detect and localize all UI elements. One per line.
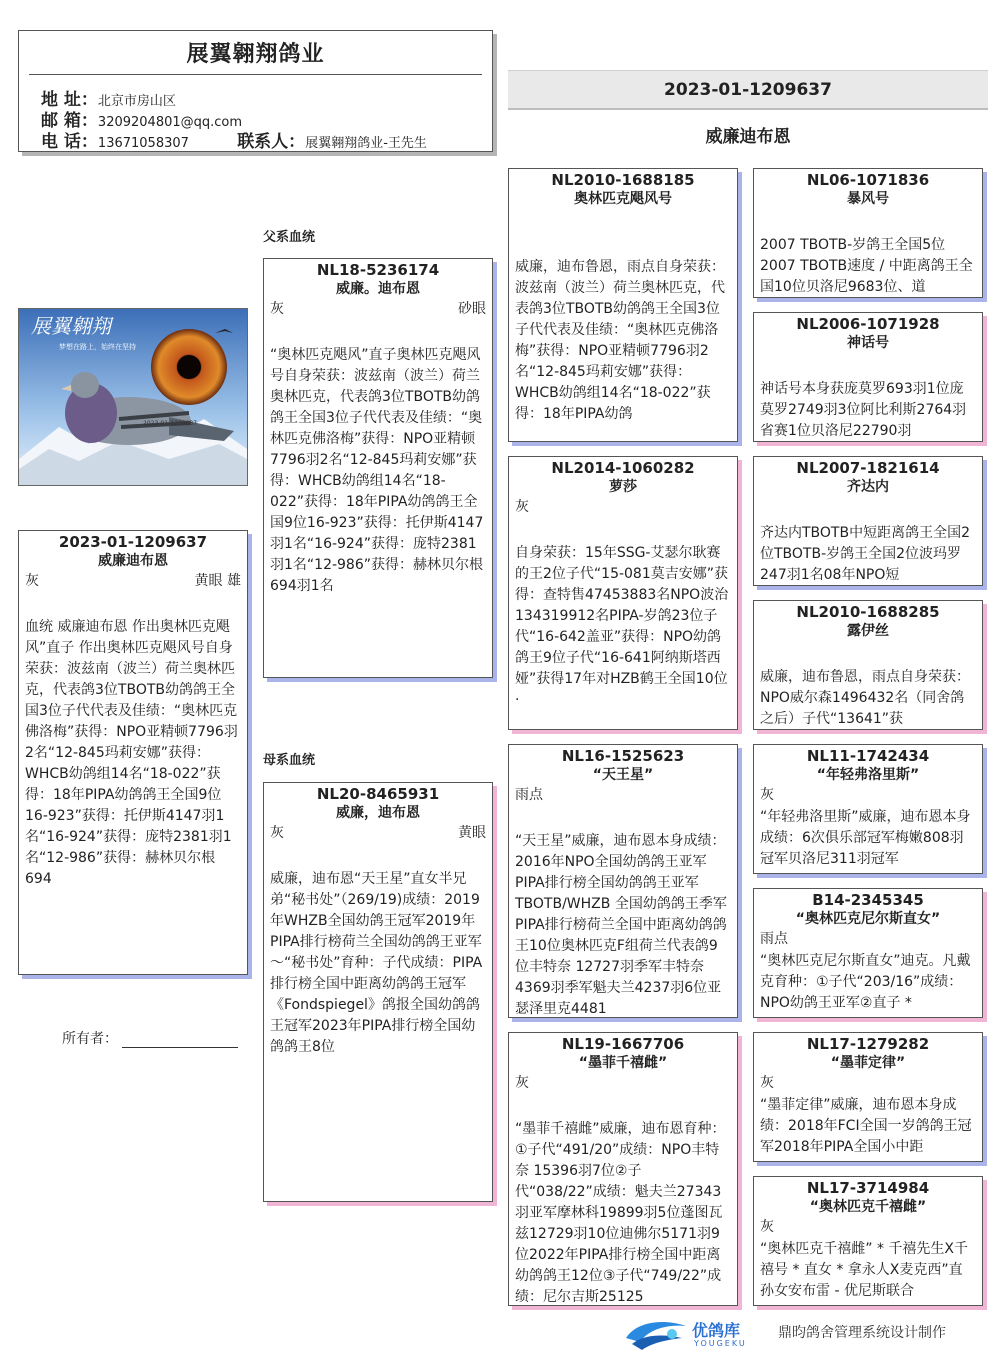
- footer-brand: 优鸽库: [692, 1321, 741, 1340]
- phone-row: [41, 127, 427, 152]
- dss-name: “年轻弗洛里斯”: [816, 767, 920, 783]
- sdd-name: 露伊丝: [847, 623, 889, 639]
- father-line-label: 父系血统: [263, 230, 316, 245]
- top-bird-name: 威廉迪布恩: [705, 127, 791, 147]
- photo-ring-caption: 2023-01-1209637: [143, 420, 197, 427]
- sire-dam-desc: 自身荣获：15年SSG-艾瑟尔耿赛的王2位子代“15-081莫吉安娜”获得：查特售47453883名NPO波治134319912名PIPA-岁鸽23位子代“16-642盖亚”获得：NPO幼鸽鸽王9位子代“16-641阿纳斯塔西娅”获得17年对HZB鹤王全国10位·: [515, 545, 729, 708]
- dam-sire-desc: “天王星”威廉，迪布恩本身成绩：2016年NPO全国幼鸽鸽王亚军PIPA排行榜全国幼鸽鸽王亚军TBOTB/WHZB 全国幼鸽鸽王季军PIPA排行榜荷兰全国中距离幼鸽鸽王10位奥林匹克F组荷兰代表鸽9位丰特奈 12727羽季军丰特奈4369羽季军魁夫兰4237羽6位亚瑟泽里克4481: [515, 833, 727, 1017]
- pigeon-image: [19, 309, 247, 485]
- ddd-meta: [754, 1217, 982, 1239]
- dsd-meta: [754, 929, 982, 951]
- main-bird-ring: 2023-01-1209637: [58, 533, 208, 551]
- dam-sire-name: “天王星”: [592, 767, 654, 783]
- ssd-ring: NL2006-1071928: [796, 315, 940, 333]
- ddd-card[interactable]: [753, 1176, 983, 1306]
- email-label: 邮 箱：: [41, 111, 98, 131]
- loft-header: [18, 30, 493, 152]
- email-value[interactable]: 3209204801@qq.com: [97, 115, 243, 130]
- dsd-color: 雨点: [760, 931, 788, 947]
- contact-value: 展翼翱翔鸽业-王先生: [305, 136, 427, 151]
- sdd-card[interactable]: [753, 600, 983, 730]
- dam-card[interactable]: [263, 782, 493, 1202]
- dds-ring: NL17-1279282: [806, 1035, 930, 1053]
- main-bird-desc: 血统 威廉迪布恩 作出奥林匹克飓风”直子 作出奥林匹克飓风号自身荣获：波兹南（波兰）荷兰奥林匹克，代表鸽3位TBOTB幼鸽鸽王全国3位子代代表及佳绩：“奥林匹克佛洛梅”获得：NPO亚精顿7796羽2名“12-845玛莉安娜”获得：WHCB幼鸽组14名“18-022”获得：18年PIPA幼鸽鸽王全国9位16-923”获得：托伊斯4147羽1名“16-924”获得：庞特2381羽1名“12-986”获得：赫林贝尔根694: [25, 619, 238, 887]
- sire-dam-ring: NL2014-1060282: [551, 459, 695, 477]
- sdd-ring: NL2010-1688285: [796, 603, 940, 621]
- dds-name: “墨菲定律”: [830, 1055, 906, 1071]
- footer-credit: 鼎昀鸽舍管理系统设计制作: [778, 1325, 946, 1341]
- dss-card[interactable]: [753, 744, 983, 874]
- dam-dam-name: “墨菲千禧雌”: [578, 1055, 668, 1071]
- sds-desc: 齐达内TBOTB中短距离鸽王全国2位TBOTB-岁鸽王全国2位波玛罗247羽1名08年NPO短: [760, 525, 970, 583]
- sire-sire-desc: 威廉，迪布鲁恩，雨点自身荣获：波兹南（波兰）荷兰奥林匹克，代表鸽3位TBOTB幼鸽鸽王全国3位子代代表及佳绩：“奥林匹克佛洛梅”获得：NPO亚精顿7796羽2名“12-845玛莉安娜”获得：WHCB幼鸽组14名“18-022”获得：18年PIPA幼鸽: [515, 259, 725, 422]
- main-bird-name: 威廉迪布恩: [98, 553, 168, 569]
- dam-color: 灰: [270, 825, 284, 841]
- photo-logo-text: 展翼翱翔: [31, 314, 111, 338]
- ddd-desc: “奥林匹克千禧雌” * 千禧先生X千禧号 * 直女 * 拿永人X麦克西”直孙女安布雷 - 优尼斯联合: [760, 1241, 968, 1299]
- dam-sire-meta: [509, 785, 737, 807]
- dss-ring: NL11-1742434: [806, 747, 930, 765]
- dds-card[interactable]: [753, 1032, 983, 1162]
- ddd-color: 灰: [760, 1219, 774, 1235]
- sire-sire-card[interactable]: [508, 168, 738, 442]
- ddd-ring: NL17-3714984: [806, 1179, 930, 1197]
- sire-meta: [264, 299, 492, 321]
- photo-tagline: 梦想在路上，始终在坚持: [59, 343, 136, 351]
- main-bird-card[interactable]: [18, 530, 248, 975]
- dam-sire-color: 雨点: [515, 787, 543, 803]
- dam-dam-color: 灰: [515, 1075, 529, 1091]
- yougeku-logo-icon: [622, 1312, 692, 1352]
- address-label: 地 址：: [41, 90, 98, 110]
- sds-ring: NL2007-1821614: [796, 459, 940, 477]
- top-ring-band: 2023-01-1209637: [508, 70, 988, 110]
- main-bird-meta: [19, 571, 247, 593]
- dam-dam-desc: “墨菲千禧雌”威廉，迪布恩育种：①子代“491/20”成绩：NPO丰特奈 15396羽7位②子代“038/22”成绩：魁夫兰27343羽亚军摩林科19899羽5位蓬图瓦兹12729羽10位迪佛尔5171羽9位2022年PIPA排行榜全国中距离幼鸽鸽王12位③子代“749/22”成绩：尼尔吉斯25125: [515, 1121, 726, 1305]
- header-divider: [29, 74, 482, 75]
- main-bird-color: 灰: [25, 573, 39, 589]
- dsd-desc: “奥林匹克尼尔斯直女”迪克。凡戴克育种：①子代“203/16”成绩：NPO幼鸽王亚军②直子 *: [760, 953, 971, 1011]
- footer-brand-en: YOUGEKU: [694, 1339, 747, 1348]
- dam-sire-card[interactable]: [508, 744, 738, 1018]
- dds-desc: “墨菲定律”威廉，迪布恩本身成绩：2018年FCI全国一岁鸽鸽王冠军2018年PIPA全国小中距: [760, 1097, 972, 1155]
- sire-dam-meta: [509, 497, 737, 519]
- dss-color: 灰: [760, 787, 774, 803]
- dam-sire-ring: NL16-1525623: [561, 747, 685, 765]
- ssd-name: 神话号: [847, 335, 889, 351]
- sss-name: 暴风号: [847, 191, 889, 207]
- owner-field: [62, 1028, 238, 1048]
- dam-ring: NL20-8465931: [316, 785, 440, 803]
- owner-line[interactable]: [122, 1031, 238, 1048]
- dsd-card[interactable]: [753, 888, 983, 1018]
- sss-card[interactable]: [753, 168, 983, 298]
- sire-ring: NL18-5236174: [316, 261, 440, 279]
- dam-name: 威廉，迪布恩: [336, 805, 420, 821]
- dam-dam-ring: NL19-1667706: [561, 1035, 685, 1053]
- dam-dam-card[interactable]: [508, 1032, 738, 1306]
- dam-meta: [264, 823, 492, 845]
- sire-dam-name: 萝莎: [609, 479, 637, 495]
- contact-label: 联系人：: [237, 132, 306, 152]
- sire-desc: “奥林匹克飓风”直子奥林匹克飓风号自身荣获：波兹南（波兰）荷兰奥林匹克，代表鸽3位TBOTB幼鸽鸽王全国3位子代代表及佳绩：“奥林匹克佛洛梅”获得：NPO亚精顿7796羽2名“12-845玛莉安娜”获得：WHCB幼鸽组14名“18-022”获得：18年PIPA幼鸽鸽王全国9位16-923”获得：托伊斯4147羽1名“16-924”获得：庞特2381羽1名“12-986”获得：赫林贝尔根694羽1名: [270, 347, 484, 594]
- dds-color: 灰: [760, 1075, 774, 1091]
- mother-line-label: 母系血统: [263, 753, 316, 768]
- sds-name: 齐达内: [847, 479, 889, 495]
- owner-label: 所有者：: [62, 1031, 118, 1047]
- dsd-name: “奥林匹克尼尔斯直女”: [795, 911, 941, 927]
- dam-desc: 威廉，迪布恩“天王星”直女半兄弟“秘书处”（269/19)成绩：2019年WHZB全国幼鸽王冠军2019年PIPA排行榜荷兰全国幼鸽鸽王亚军～“秘书处”育种：子代成绩：PIPA排行榜全国中距离幼鸽鸽王冠军《Fondspiegel》鸽报全国幼鸽鸽王冠军2023年PIPA排行榜全国幼鸽鸽王8位: [270, 871, 483, 1055]
- sire-sire-ring: NL2010-1688185: [551, 171, 695, 189]
- dss-desc: “年轻弗洛里斯”威廉，迪布恩本身成绩：6次俱乐部冠军梅嫩808羽冠军贝洛尼311羽冠军: [760, 809, 971, 867]
- phone-value[interactable]: 13671058307: [97, 136, 189, 151]
- phone-label: 电 话：: [41, 132, 98, 152]
- ssd-desc: 神话号本身获庞莫罗693羽1位庞莫罗2749羽3位阿比利斯2764羽省赛1位贝洛尼22790羽: [760, 381, 967, 439]
- sire-color: 灰: [270, 301, 284, 317]
- sire-name: 威廉。迪布恩: [336, 281, 420, 297]
- sss-ring: NL06-1071836: [806, 171, 930, 189]
- loft-name: 展翼翱翔鸽业: [186, 42, 325, 67]
- sire-dam-card[interactable]: [508, 456, 738, 730]
- sss-desc: 2007 TBOTB-岁鸽王全国5位2007 TBOTB速度 / 中距离鸽王全国10位贝洛尼9683位、道: [760, 237, 973, 295]
- sire-sire-name: 奥林匹克飓风号: [574, 191, 672, 207]
- sdd-desc: 威廉，迪布鲁恩，雨点自身荣获：NPO威尔森1496432名（同舍鸽之后）子代“13641”获: [760, 669, 970, 727]
- sire-eye: 砂眼: [458, 301, 486, 317]
- main-bird-eye-sex: 黄眼 雄: [194, 573, 241, 589]
- dam-eye: 黄眼: [458, 825, 486, 841]
- sds-card[interactable]: [753, 456, 983, 586]
- pigeon-photo: [18, 308, 248, 486]
- ssd-card[interactable]: [753, 312, 983, 442]
- dsd-ring: B14-2345345: [812, 891, 924, 909]
- ddd-name: “奥林匹克千禧雌”: [809, 1199, 927, 1215]
- dam-dam-meta: [509, 1073, 737, 1095]
- dss-meta: [754, 785, 982, 807]
- dds-meta: [754, 1073, 982, 1095]
- sire-card[interactable]: [263, 258, 493, 678]
- address-value: 北京市房山区: [97, 94, 176, 109]
- sire-dam-color: 灰: [515, 499, 529, 515]
